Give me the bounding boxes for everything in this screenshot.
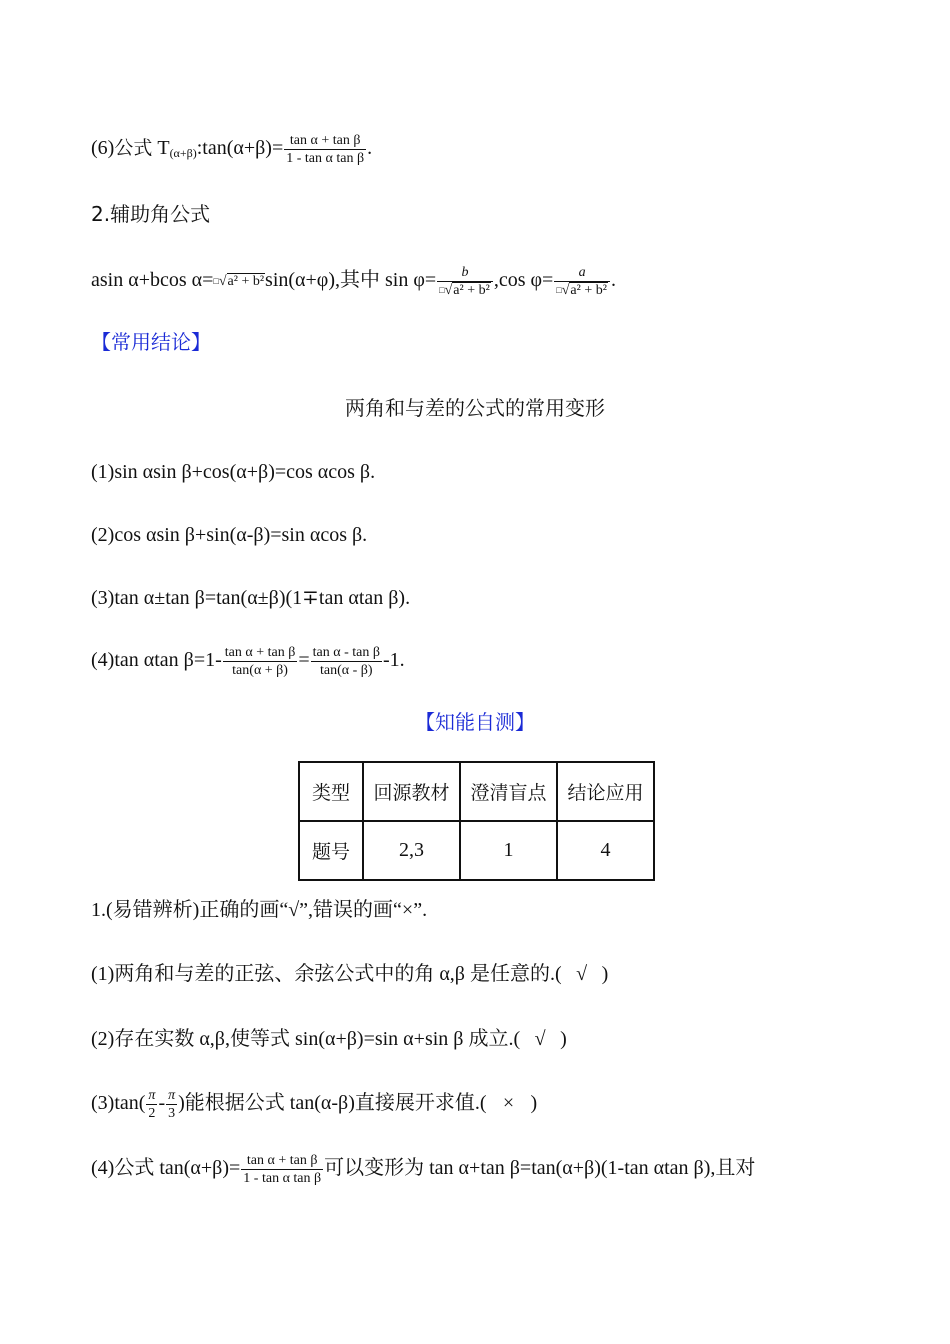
table-row [299,821,654,880]
period: . [367,137,373,160]
conclusion-end: -1. [382,649,405,672]
statement-text: (4)公式 tan(α+β)= [91,1157,241,1180]
item-number: (6) [91,137,115,160]
conclusion-2: (2)cos αsin β+sin(α-β)=sin αcos β. [91,524,368,546]
fraction-numerator: tan α + tan β [241,1152,323,1170]
fraction-numerator: tan α + tan β [284,132,366,150]
table-cell: 结论应用 [557,762,654,821]
minus-sign: - [158,1092,166,1115]
conclusion-lhs: (4)tan αtan β=1- [91,649,222,672]
fraction [223,644,298,679]
statement-text: (1)两角和与差的正弦、余弦公式中的角 α,β 是任意的.( [91,963,562,985]
question-1-3 [91,1087,537,1122]
formula-symbol: T [157,137,170,160]
table-cell: 2,3 [363,821,460,880]
fraction-numerator: π [148,1088,156,1103]
conclusion-4 [91,644,405,679]
table-cell: 4 [557,821,654,880]
radicand: a² + b² [227,274,265,290]
question-1-2 [91,1025,567,1053]
question-1-4 [91,1152,755,1187]
fraction-numerator: tan α + tan β [224,645,296,660]
radicand: a² + b² [453,283,490,299]
fraction-denominator: □√a² + b² [439,283,490,299]
fraction-numerator: tan α - tan β [312,645,380,660]
table-cell: 题号 [299,821,363,880]
table-cell: 澄清盲点 [460,762,557,821]
fraction [166,1087,177,1122]
fraction-numerator: π [168,1088,176,1103]
answer-mark: √ [576,963,588,985]
paren-close: ) [601,963,609,985]
question-1-1 [91,960,608,988]
formula-lhs: :tan(α+β)= [196,137,284,160]
answer-mark: × [502,1092,515,1115]
section-title: 两角和与差的公式的常用变形 [345,396,605,420]
conclusion-3: (3)tan α±tan β=tan(α±β)(1∓tan αtan β). [91,587,411,609]
fraction-numerator: a [554,264,610,282]
aux-lhs: asin α+bcos α= [91,269,214,292]
fraction [146,1087,157,1122]
period: . [610,269,616,292]
common-conclusion-tag: 【常用结论】 [91,330,211,354]
aux-formula [91,264,616,299]
aux-cos: ,cos φ= [493,269,554,292]
answer-mark: √ [534,1028,546,1050]
formula-subscript: (α+β) [169,146,197,161]
fraction-denominator: 2 [148,1106,156,1121]
fraction [437,264,493,299]
formula-6 [91,132,372,167]
conclusion-1: (1)sin αsin β+cos(α+β)=cos αcos β. [91,461,376,483]
table-header-row [299,762,654,821]
fraction-denominator: 1 - tan α tan β [243,1171,322,1186]
statement-text: )能根据公式 tan(α-β)直接展开求值.( [178,1092,487,1115]
fraction [284,132,366,167]
fraction-denominator: 1 - tan α tan β [286,151,365,166]
aux-middle: sin(α+φ),其中 sin φ= [265,269,437,292]
self-test-tag: 【知能自测】 [415,710,535,734]
formula-word: 公式 [114,137,153,160]
statement-text: (2)存在实数 α,β,使等式 sin(α+β)=sin α+sin β 成立.( [91,1028,521,1050]
fraction [311,644,382,679]
paren-close: ) [560,1028,567,1050]
question-1: 1.(易错辨析)正确的画“√”,错误的画“×”. [91,899,428,921]
equals-sign: = [298,649,310,672]
fraction-numerator: b [437,264,493,282]
statement-text: 可以变形为 tan α+tan β=tan(α+β)(1-tan αtan β),且对 [324,1157,756,1180]
question-type-table [298,761,655,881]
fraction-denominator: tan(α + β) [232,663,288,678]
radicand: a² + b² [570,283,607,299]
section-heading: 2.辅助角公式 [91,202,211,226]
fraction [241,1152,323,1187]
table-cell: 类型 [299,762,363,821]
fraction [554,264,610,299]
fraction-denominator: 3 [168,1106,176,1121]
fraction-denominator: tan(α - β) [320,663,373,678]
sqrt: □√a² + b² [213,274,265,290]
fraction-denominator: □√a² + b² [556,283,607,299]
paren-close: ) [530,1092,538,1115]
statement-text: (3)tan( [91,1092,146,1115]
table-cell: 1 [460,821,557,880]
table-cell: 回源教材 [363,762,460,821]
